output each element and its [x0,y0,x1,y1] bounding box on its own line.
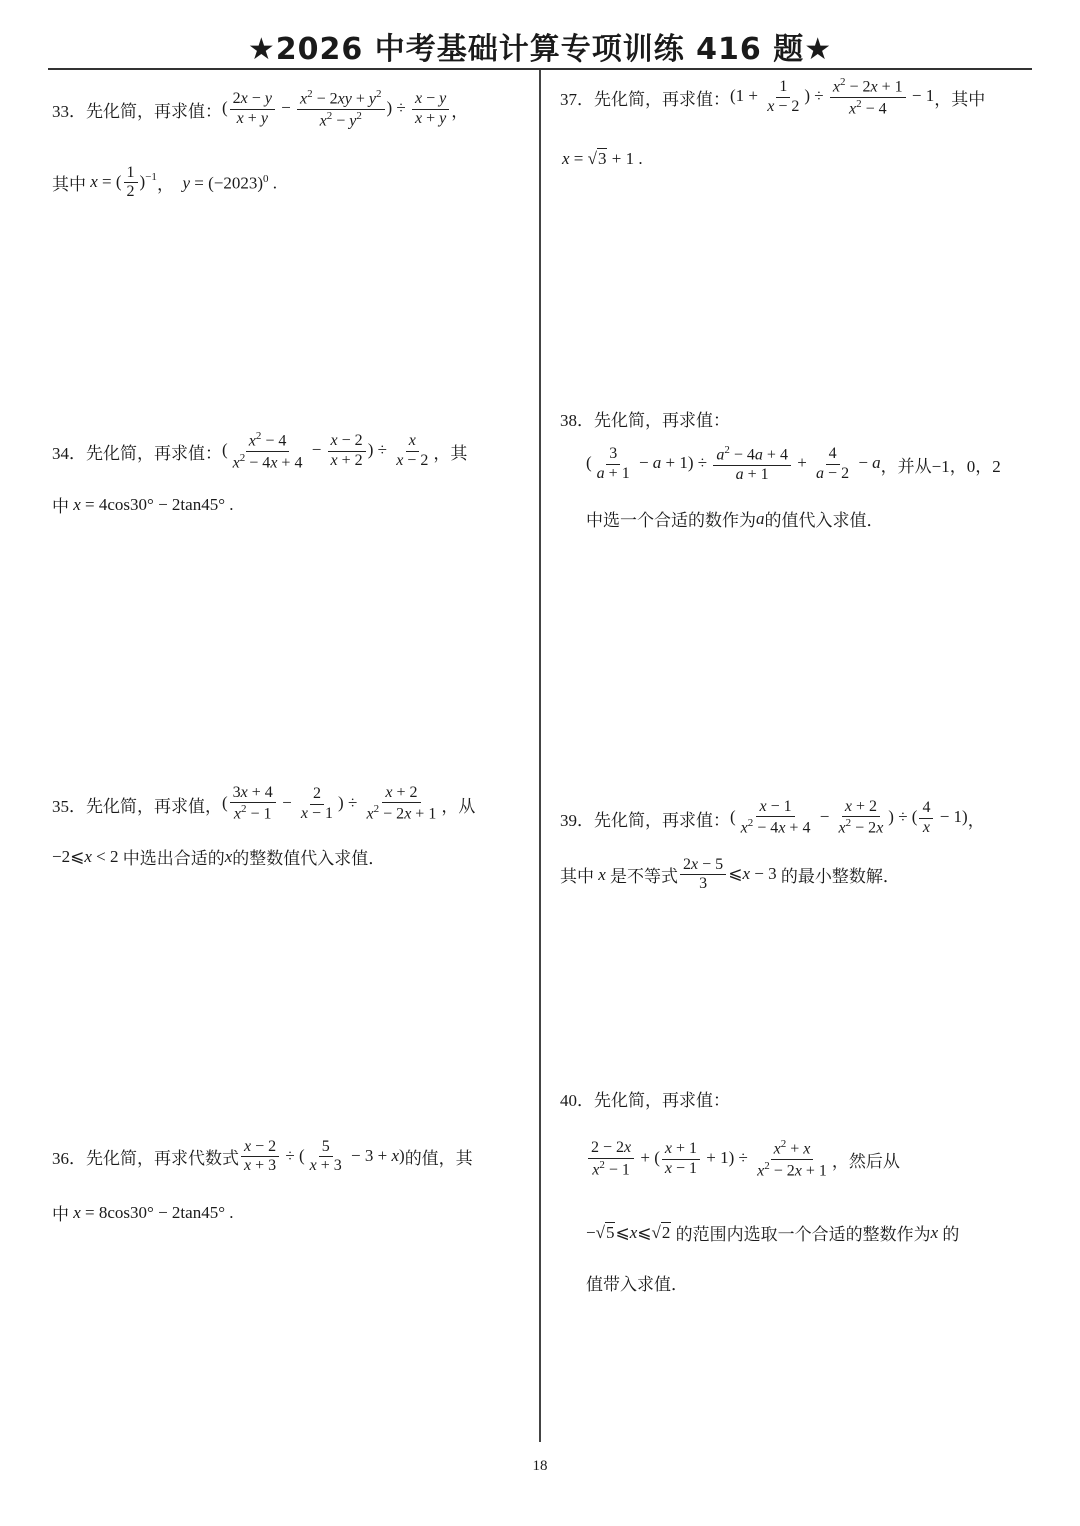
expression: (1 + $\frac{1}{x - 2}$ ) ÷ $\frac{x^2 - 2x + 1}{x^2 - 4}$ − 1 [730,76,935,118]
problem-38-line1 [560,406,730,431]
expression: ( $\frac{x - 1}{x^2 - 4x + 4}$ − $\frac{x + 2}{x^2 - 2x}$ ) ÷ ( $\frac{4}{x}$ − 1) [730,798,968,837]
condition-y: $y = (-2023)^0$ . [182,172,277,193]
variable: a [756,508,765,528]
problem-number: 40． [560,1091,594,1110]
problem-tail: ，从 [441,796,476,817]
range: −2⩽x < 2 [52,846,123,866]
problem-number: 33． [52,101,86,121]
problem-34-line2 [52,492,234,517]
problem-40-line4 [586,1270,688,1295]
problem-number: 37． [560,89,594,109]
problem-40-line3 [586,1220,959,1245]
problem-tail: ，其 [433,443,468,464]
problem-lead: 先化简，再求值： [594,89,730,110]
condition-lead: 中 [52,1205,69,1225]
expression: $\frac{2 - 2x}{x^2 - 1}$ + ( $\frac{x + 1}{x - 1}$ + 1) ÷ $\frac{x^2 + x}{x^2 - 2x + 1}$ [586,1138,832,1180]
expression: ( $\frac{x^2 - 4}{x^2 - 4x + 4}$ − $\frac{x - 2}{x + 2}$ ) ÷ $\frac{x}{x - 2}$ [222,430,429,472]
variable: x [598,864,606,884]
problem-number: 38． [560,411,594,430]
problem-lead: 先化简，再求值： [594,1091,730,1111]
problem-33-line2 [52,164,277,202]
problem-number: 35． [52,796,86,816]
text: 是不等式 [610,867,679,888]
problem-lead: 先化简，再求代数式 [86,1149,239,1170]
problem-36-line1 [52,1138,473,1176]
choices: −1，0，2 [931,456,1001,476]
problem-lead: 先化简，再求值： [86,443,222,464]
condition-x: x = 8cos30° − 2tan45° . [73,1202,234,1222]
condition-x: x = √ 3 + 1 . [562,149,643,168]
text: 的范围内选取一个合适的整数作为 [675,1225,931,1245]
text: 其中 [560,867,594,888]
problem-38-line3 [586,506,884,531]
problem-39-line2 [560,856,900,894]
problem-tail: 的值，其 [404,1149,473,1170]
problem-40-line2 [586,1138,900,1180]
variable: x [930,1222,939,1242]
expression: ( $\frac{3}{a + 1}$ − a + 1) ÷ $\frac{a^2 - 4a + 4}{a + 1}$ + $\frac{4}{a - 2}$ − a [586,444,881,483]
condition-lead: 其中 [52,175,86,196]
problem-tail: ， [451,101,469,122]
problem-36-line2 [52,1200,234,1225]
range: − √ 5 ⩽x⩽ √ 2 [586,1223,671,1242]
text: ，然后从 [831,1151,900,1172]
expression: ( $\frac{2x - y}{x + y}$ − $\frac{x^2 - 2xy + y^2}{x^2 - y^2}$ ) ÷ $\frac{x - y}{x + y}$ [222,88,451,130]
separator: ， [156,175,174,196]
problem-lead: 先化简，再求值， [86,796,222,817]
condition-x: x = ( $\frac{1}{2}$ )$^{-1}$ [90,164,157,201]
page-title: ★2026 中考基础计算专项训练 416 题★ [247,32,833,67]
problem-number: 39． [560,810,594,830]
text-end: 的整数值代入求值． [232,849,386,869]
text: 中选一个合适的数作为 [586,511,756,531]
problem-37-line1 [560,76,985,118]
problem-tail: ， [967,810,985,831]
page-number: 18 [532,1458,548,1474]
condition-lead: 中 [52,497,69,517]
problem-40-line1 [560,1086,730,1111]
problem-lead: 先化简，再求值： [594,810,730,831]
text: 中选出合适的 [122,849,225,869]
text-end: 的最小整数解． [780,867,900,888]
expression: $\frac{x - 2}{x + 3}$ ÷ ( $\frac{5}{x + 3}$ − 3 + x) [239,1138,405,1176]
problem-33-line1 [52,88,468,130]
problem-35-line2 [52,844,385,869]
expression: ( $\frac{3x + 4}{x^2 - 1}$ − $\frac{2}{x - 1}$ ) ÷ $\frac{x + 2}{x^2 - 2x + 1}$ [222,784,437,823]
text: 值带入求值． [586,1275,688,1295]
problem-number: 34． [52,443,86,463]
problem-35-line1 [52,784,475,824]
problem-tail: ，其中 [934,89,986,110]
text: ，并从 [880,456,932,477]
condition-x: x = 4cos30° − 2tan45° . [73,494,234,514]
text-end: 的值代入求值． [764,511,884,531]
text-end: 的 [942,1225,960,1245]
problem-37-line2 [562,148,643,169]
column-divider [539,70,541,1442]
problem-34-line1 [52,430,467,472]
problem-lead: 先化简，再求值： [86,101,222,122]
variable: x [224,846,233,866]
inequality: $\frac{2x - 5}{3}$ ⩽x − 3 [678,856,781,894]
problem-number: 36． [52,1149,86,1169]
problem-38-line2 [586,444,1001,484]
problem-39-line1 [560,798,985,838]
problem-lead: 先化简，再求值： [594,411,730,431]
